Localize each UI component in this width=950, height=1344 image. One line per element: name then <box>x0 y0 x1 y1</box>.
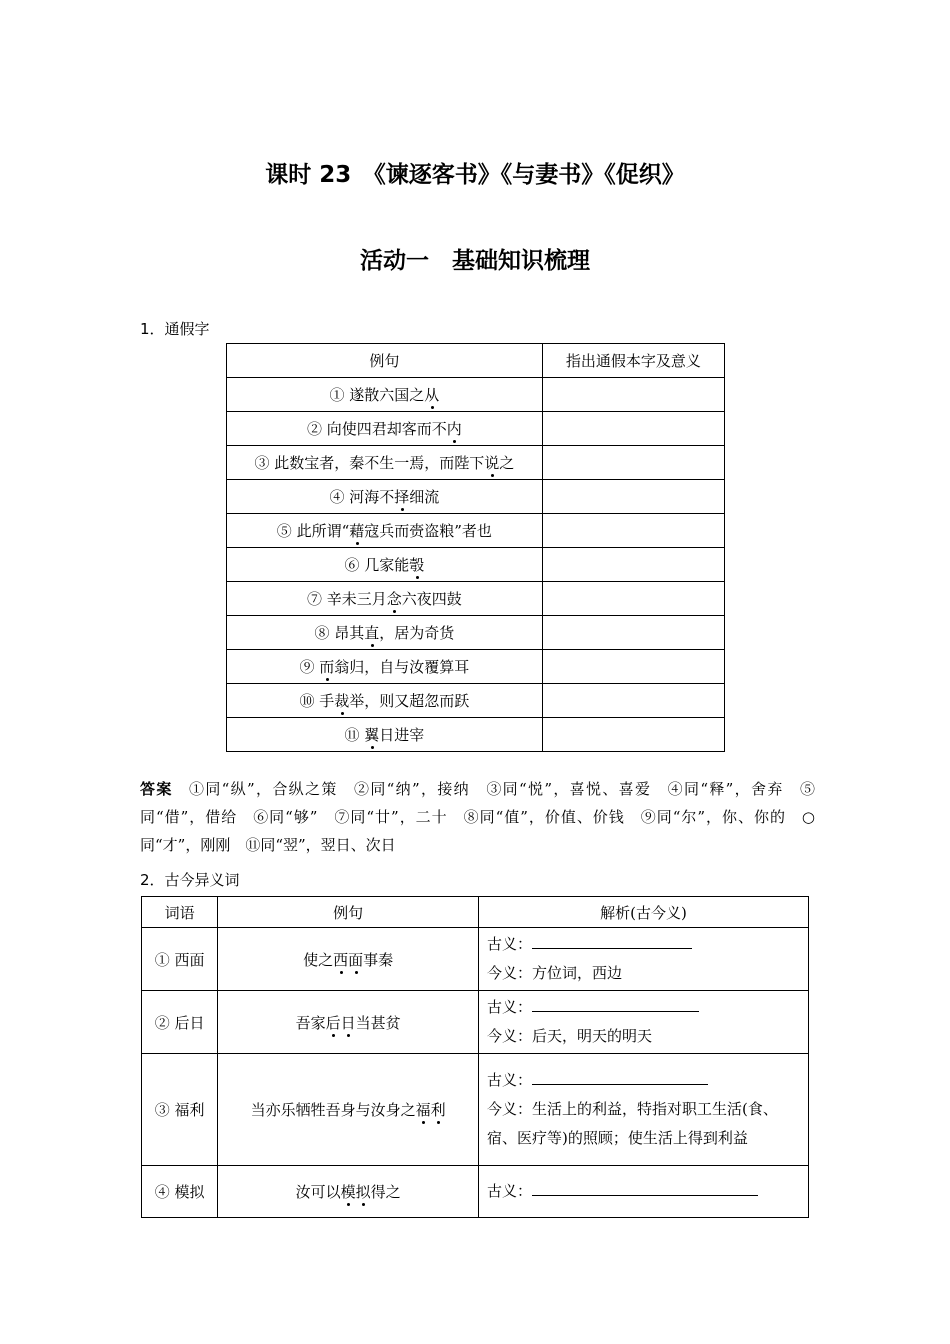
table-row <box>227 718 725 752</box>
gu-label: 古义： <box>486 1182 532 1200</box>
column-header: 解析(古今义) <box>478 897 808 928</box>
answer-cell[interactable] <box>542 650 724 684</box>
jin-meaning: 今义：后天，明天的明天 <box>486 1027 652 1045</box>
gu-label: 古义： <box>486 1071 532 1089</box>
emphasized-char: 裁 <box>334 692 350 710</box>
word-cell: ② 后日 <box>142 991 218 1054</box>
table-row <box>142 991 809 1054</box>
section-heading-gujinyiyi: 2．古今异义词 <box>140 871 240 889</box>
emphasized-char: 而 <box>319 658 335 676</box>
emphasized-char: 福 <box>415 1101 431 1119</box>
column-header: 词语 <box>142 897 218 928</box>
example-sentence: 当亦乐牺牲吾身与汝身之福利 <box>218 1054 479 1166</box>
fill-blank[interactable] <box>532 995 699 1012</box>
example-sentence: ④ 河海不择细流 <box>227 480 543 514</box>
emphasized-char: 念 <box>386 590 402 608</box>
table-row <box>227 650 725 684</box>
emphasized-word <box>326 1014 356 1032</box>
table-row <box>227 684 725 718</box>
example-sentence: 使之西面事秦 <box>218 928 479 991</box>
emphasized-word <box>333 951 363 969</box>
table-row <box>227 616 725 650</box>
emphasized-char: 内 <box>446 420 462 438</box>
example-sentence: ⑩ 手裁举，则又超忽而跃 <box>227 684 543 718</box>
word-cell: ① 西面 <box>142 928 218 991</box>
table-row <box>227 412 725 446</box>
answer-cell[interactable] <box>542 548 724 582</box>
table-header-row <box>227 344 725 378</box>
analysis-cell <box>478 1166 808 1218</box>
answer-cell[interactable] <box>542 412 724 446</box>
tongjiazi-table <box>226 343 725 752</box>
fill-blank[interactable] <box>532 932 692 949</box>
emphasized-char: 西 <box>333 950 349 969</box>
word-cell: ④ 模拟 <box>142 1166 218 1218</box>
example-sentence: ⑤ 此所谓“藉寇兵而赍盗粮”者也 <box>227 514 543 548</box>
answer-text: ①同“纵”，合纵之策 ②同“纳”，接纳 ③同“悦”，喜悦、喜爱 ④同“释”，舍弃 ⑤同“借”，借给 ⑥同“够” ⑦同“廿”，二十 ⑧同“值”，价值、价钱 ⑨同“尔”，你、你的 ○同“才”，刚刚 ⑪同“翌”，翌日、次日 <box>140 780 815 854</box>
page-title: 课时 23 《谏逐客书》《与妻书》《促织》 <box>265 162 685 188</box>
emphasized-char: 利 <box>430 1101 446 1119</box>
emphasized-char: 面 <box>348 950 364 969</box>
example-sentence: ⑧ 昂其直，居为奇货 <box>227 616 543 650</box>
answer-block <box>140 775 815 859</box>
answer-cell[interactable] <box>542 480 724 514</box>
gujinyiyi-table <box>141 896 809 1218</box>
table-row <box>227 446 725 480</box>
emphasized-char: 拟 <box>355 1183 371 1201</box>
example-sentence: ① 遂散六国之从 <box>227 378 543 412</box>
emphasized-word <box>341 1183 371 1201</box>
jin-meaning: 今义：方位词，西边 <box>486 964 622 982</box>
table-row <box>142 1166 809 1218</box>
emphasized-char: 彀 <box>409 556 425 574</box>
gu-label: 古义： <box>486 935 532 953</box>
example-sentence: ⑥ 几家能彀 <box>227 548 543 582</box>
column-header: 例句 <box>227 344 543 378</box>
fill-blank[interactable] <box>532 1068 708 1085</box>
analysis-cell <box>478 991 808 1054</box>
emphasized-char: 翼 <box>364 726 380 744</box>
emphasized-char: 后 <box>325 1013 341 1032</box>
answer-cell[interactable] <box>542 718 724 752</box>
answer-cell[interactable] <box>542 582 724 616</box>
emphasized-char: 模 <box>340 1183 356 1201</box>
column-header: 例句 <box>218 897 479 928</box>
table-row <box>227 480 725 514</box>
section-heading-tongjiazi: 1．通假字 <box>140 320 210 338</box>
analysis-cell <box>478 928 808 991</box>
example-sentence: ② 向使四君却客而不内 <box>227 412 543 446</box>
answer-cell[interactable] <box>542 514 724 548</box>
column-header: 指出通假本字及意义 <box>542 344 724 378</box>
answer-cell[interactable] <box>542 378 724 412</box>
table-row <box>227 378 725 412</box>
emphasized-char: 从 <box>424 386 440 404</box>
activity-title: 活动一 基础知识梳理 <box>360 248 590 274</box>
gu-label: 古义： <box>486 998 532 1016</box>
emphasized-char: 择 <box>394 488 410 506</box>
table-row <box>227 582 725 616</box>
analysis-cell <box>478 1054 808 1166</box>
table-row <box>227 548 725 582</box>
table-row <box>142 928 809 991</box>
emphasized-char: 日 <box>340 1013 356 1032</box>
emphasized-char: 说 <box>484 454 500 472</box>
answer-label: 答案 <box>140 780 173 798</box>
example-sentence: 汝可以模拟得之 <box>218 1166 479 1218</box>
table-row <box>142 1054 809 1166</box>
example-sentence: 吾家后日当甚贫 <box>218 991 479 1054</box>
emphasized-char: 藉 <box>349 522 365 540</box>
jin-meaning: 今义：生活上的利益，特指对职工生活(食、宿、医疗等)的照顾；使生活上得到利益 <box>486 1100 778 1147</box>
example-sentence: ⑨ 而翁归，自与汝覆算耳 <box>227 650 543 684</box>
answer-cell[interactable] <box>542 684 724 718</box>
emphasized-word <box>416 1101 446 1119</box>
example-sentence: ⑦ 辛未三月念六夜四鼓 <box>227 582 543 616</box>
answer-cell[interactable] <box>542 446 724 480</box>
answer-cell[interactable] <box>542 616 724 650</box>
emphasized-char: 直 <box>364 624 380 642</box>
word-cell: ③ 福利 <box>142 1054 218 1166</box>
table-row <box>227 514 725 548</box>
example-sentence: ⑪ 翼日进宰 <box>227 718 543 752</box>
table-header-row <box>142 897 809 928</box>
example-sentence: ③ 此数宝者，秦不生一焉，而陛下说之 <box>227 446 543 480</box>
fill-blank[interactable] <box>532 1179 758 1196</box>
